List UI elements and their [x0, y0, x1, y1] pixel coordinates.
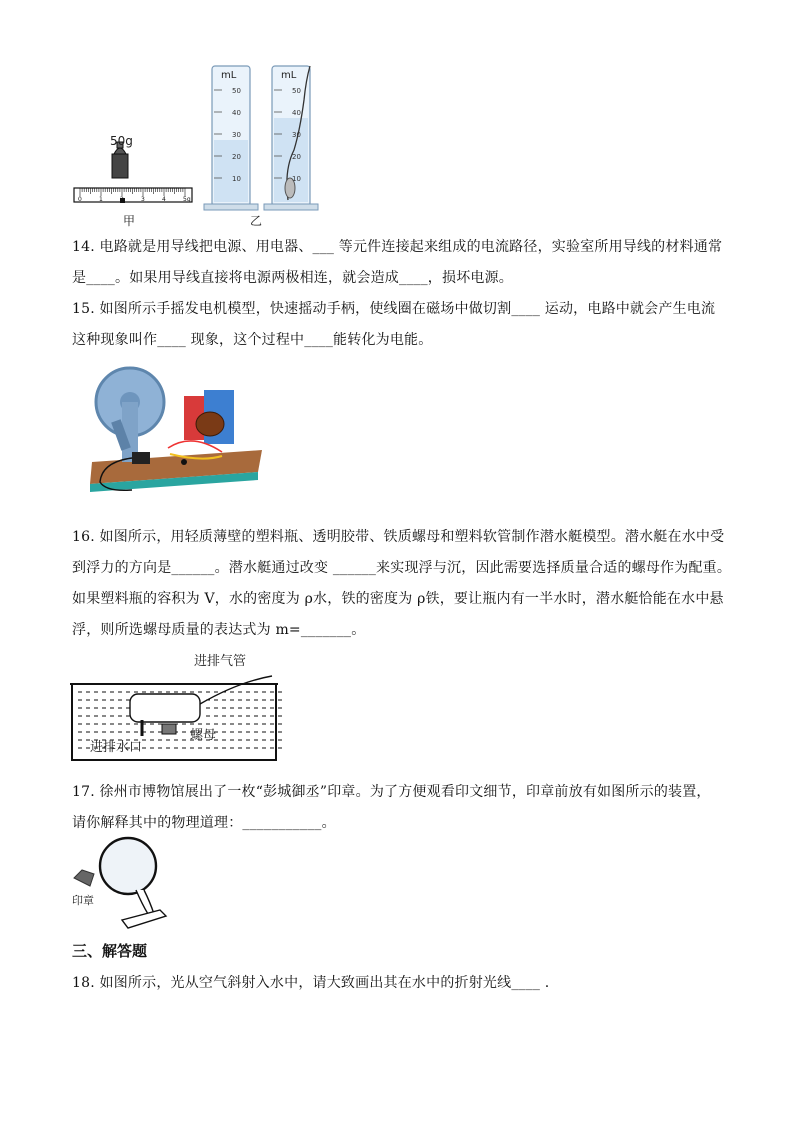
question-17-line-1: 17. 徐州市博物馆展出了一枚“彭城御丞”印章。为了方便观看印文细节，印章前放有如图所示的装置， — [72, 784, 711, 800]
cylinder-mark-label: 50 — [232, 87, 241, 95]
cylinder-mark-label: 20 — [292, 153, 301, 161]
ruler-tick-label: 0 — [78, 196, 82, 203]
cylinder-mark-label: 50 — [292, 87, 301, 95]
ruler-tick-label: 5g — [183, 196, 191, 203]
ruler-tick-label: 1 — [99, 196, 103, 203]
question-15-line-1: 15. 如图所示手摇发电机模型，快速摇动手柄，使线圈在磁场中做切割____ 运动，电路中就会产生电流 — [72, 301, 716, 317]
question-16-line-1: 16. 如图所示，用轻质薄壁的塑料瓶、透明胶带、铁质螺母和塑料软管制作潜水艇模型。潜水艇在水中受 — [72, 529, 725, 545]
seal-icon — [74, 870, 94, 886]
question-15-line-2: 这种现象叫作____ 现象，这个过程中____能转化为电能。 — [72, 332, 433, 348]
ruler-tick-label: 3 — [141, 196, 145, 203]
cylinder-a — [204, 66, 258, 210]
cylinder-mark-label: 10 — [232, 175, 241, 183]
generator-figure — [72, 362, 272, 502]
label-seal: 印章 — [72, 894, 94, 907]
ruler-tick-label: 4 — [162, 196, 166, 203]
question-16-line-2: 到浮力的方向是______。潜水艇通过改变 ______来实现浮与沉，因此需要选择质量合适的螺母作为配重。 — [72, 560, 732, 576]
cylinder-unit-b: mL — [281, 70, 297, 81]
label-nut: 螺母 — [190, 728, 217, 743]
cylinder-mark-label: 20 — [232, 153, 241, 161]
question-16-line-4: 浮，则所选螺母质量的表达式为 m=_______。 — [72, 622, 366, 638]
figure-label-jia: 甲 — [123, 214, 136, 228]
figure-label-yi: 乙 — [250, 214, 263, 228]
question-17-line-2: 请你解释其中的物理道理：___________。 — [72, 815, 336, 831]
scale-cylinder-figure — [68, 60, 328, 230]
seal-magnifier-figure — [70, 832, 170, 932]
cylinder-mark-label: 10 — [292, 175, 301, 183]
section-3-heading: 三、解答题 — [72, 942, 148, 960]
question-18-line-1: 18. 如图所示，光从空气斜射入水中，请大致画出其在水中的折射光线____ . — [72, 975, 550, 991]
cylinder-mark-label: 40 — [292, 109, 301, 117]
cylinder-mark-label: 40 — [232, 109, 241, 117]
question-14-line-2: 是____。如果用导线直接将电源两极相连，就会造成____，损坏电源。 — [72, 270, 513, 286]
cylinder-b — [264, 66, 318, 210]
label-water-inlet: 进排水口 — [90, 740, 143, 755]
question-16-line-3: 如果塑料瓶的容积为 V，水的密度为 ρ水，铁的密度为 ρ铁，要让瓶内有一半水时，潜水艇恰能在水中悬 — [72, 591, 724, 607]
cylinder-mark-label: 30 — [292, 131, 301, 139]
label-air-tube: 进排气管 — [194, 654, 247, 669]
cylinder-mark-label: 30 — [232, 131, 241, 139]
cylinder-unit-a: mL — [221, 70, 237, 81]
weight-label: 50g — [110, 134, 133, 148]
magnifier-icon — [100, 838, 156, 894]
question-14-line-1: 14. 电路就是用导线把电源、用电器、___ 等元件连接起来组成的电流路径，实验室所用导线的材料通常 — [72, 239, 723, 255]
